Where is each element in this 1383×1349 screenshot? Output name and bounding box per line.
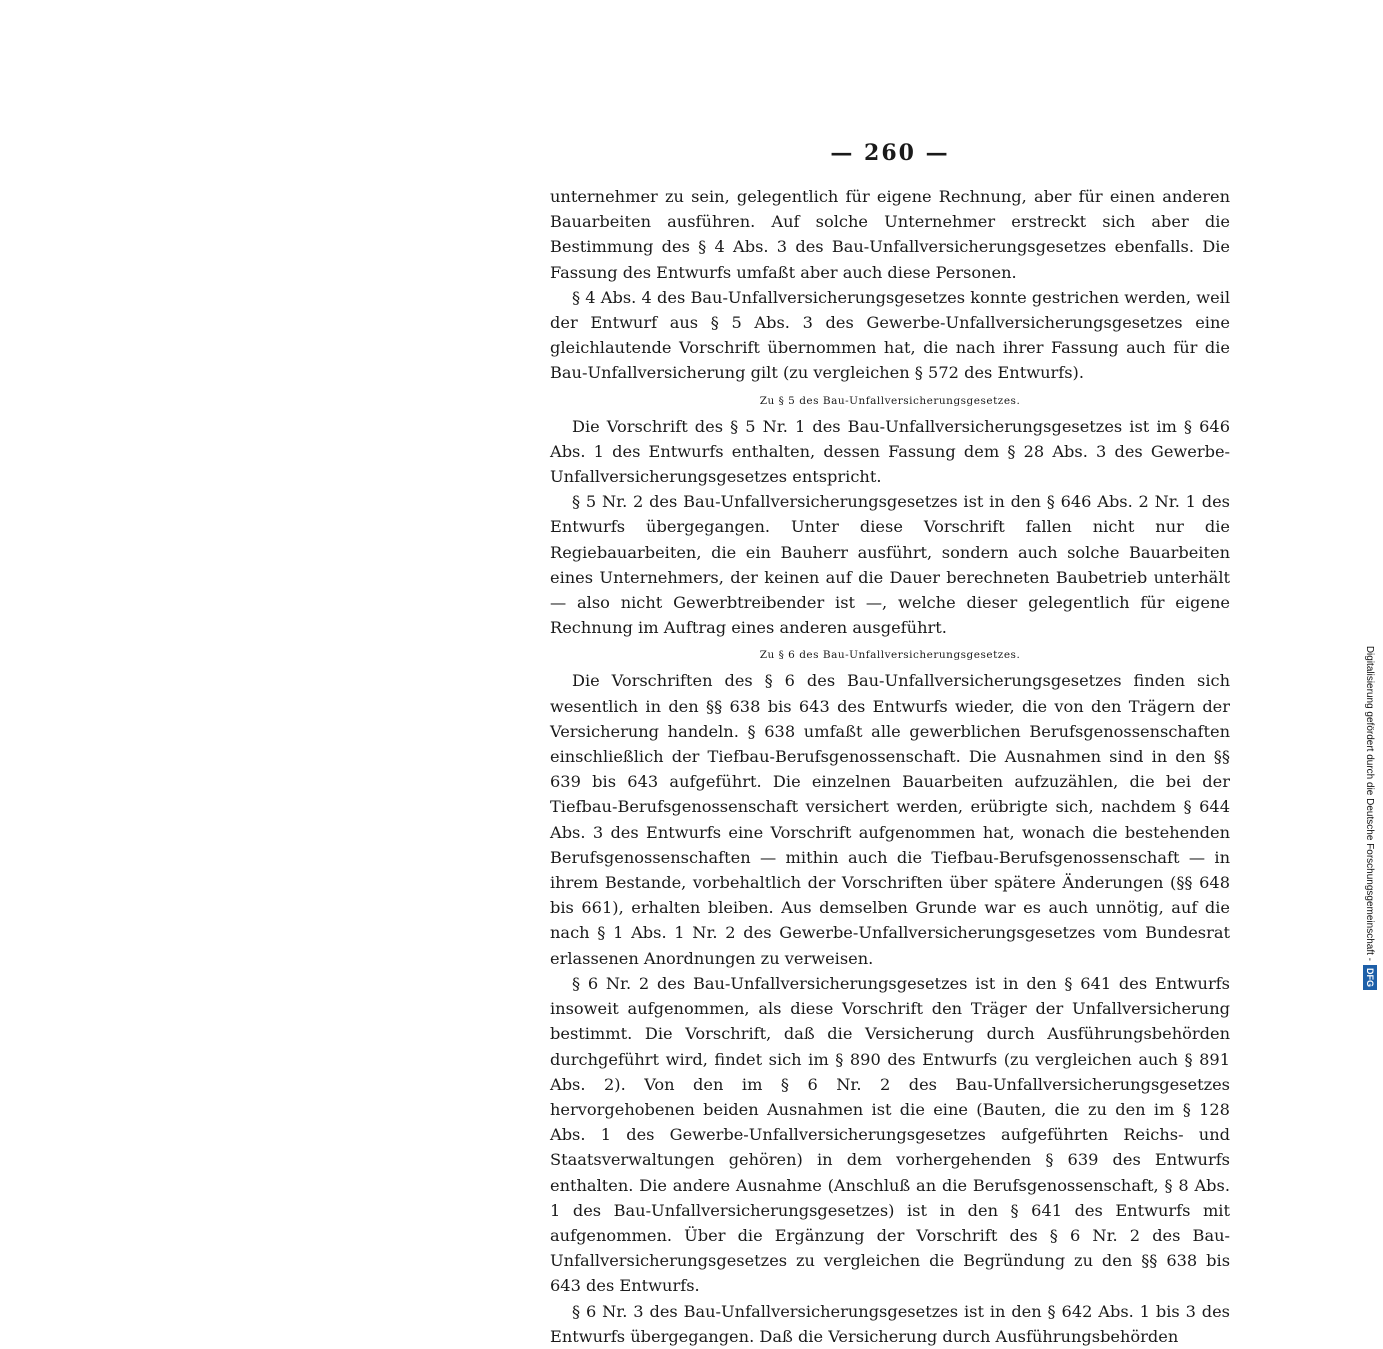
- page-number-header: — 260 —: [830, 140, 950, 166]
- section-heading: Zu § 5 des Bau-Unfallversicherungsgesetzes.: [759, 394, 1021, 407]
- paragraph: § 5 Nr. 2 des Bau-Unfallversicherungsgesetzes ist in den § 646 Abs. 2 Nr. 1 des Entwurfs übergegangen. Unter diese Vorschrift fallen nicht nur die Regiebauarbeiten, die ein Bauherr ausführt, sondern auch solche Bauarbeiten eines Unternehmers, der keinen auf die Dauer berechneten Baubetrieb unterhält — also nicht Gewerbtreibender ist —, welche dieser gelegentlich für eigene Rechnung im Auftrag eines anderen ausgeführt.: [550, 492, 1230, 638]
- paragraph-continuation: unternehmer zu sein, gelegentlich für eigene Rechnung, aber für einen anderen Bauarbeiten ausführen. Auf solche Unternehmer erstreckt sich aber die Bestimmung des § 4 Abs. 3 des Bau-Unfallversicherungsgesetzes ebenfalls. Die Fassung des Entwurfs umfaßt aber auch diese Personen.: [550, 187, 1230, 282]
- dfg-logo: DFG: [1363, 965, 1377, 990]
- attribution-text: Digitalisierung gefördert durch die Deutsche Forschungsgemeinschaft -: [1364, 645, 1375, 961]
- page-content: [550, 140, 1230, 1346]
- paragraph: § 6 Nr. 2 des Bau-Unfallversicherungsgesetzes ist in den § 641 des Entwurfs insoweit aufgenommen, als diese Vorschrift den Träger der Unfallversicherung bestimmt. Die Vorschrift, daß die Versicherung durch Ausführungsbehörden durchgeführt wird, findet sich im § 890 des Entwurfs (zu vergleichen auch § 891 Abs. 2). Von den im § 6 Nr. 2 des Bau-Unfallversicherungsgesetzes hervorgehobenen beiden Ausnahmen ist die eine (Bauten, die zu den im § 128 Abs. 1 des Gewerbe-Unfallversicherungsgesetzes aufgeführten Reichs- und Staatsverwaltungen gehören) in dem vorhergehenden § 639 des Entwurfs enthalten. Die andere Ausnahme (Anschluß an die Berufsgenossenschaft, § 8 Abs. 1 des Bau-Unfallversicherungsgesetzes) ist in den § 641 des Entwurfs mit aufgenommen. Über die Ergänzung der Vorschrift des § 6 Nr. 2 des Bau-Unfallversicherungsgesetzes zu vergleichen die Begründung zu den §§ 638 bis 643 des Entwurfs.: [550, 973, 1230, 1296]
- funding-attribution: [1358, 10, 1380, 990]
- section-heading: Zu § 6 des Bau-Unfallversicherungsgesetzes.: [759, 649, 1021, 662]
- paragraph: Die Vorschriften des § 6 des Bau-Unfallversicherungsgesetzes finden sich wesentlich in den §§ 638 bis 643 des Entwurfs wieder, die von den Trägern der Versicherung handeln. § 638 umfaßt alle gewerblichen Berufsgenossenschaften einschließlich der Tiefbau-Berufsgenossenschaft. Die Ausnahmen sind in den §§ 639 bis 643 aufgeführt. Die einzelnen Bauarbeiten aufzuzählen, die bei der Tiefbau-Berufsgenossenschaft versichert werden, erübrigte sich, nachdem § 644 Abs. 3 des Entwurfs eine Vorschrift aufgenommen hat, wonach die bestehenden Berufsgenossenschaften — mithin auch die Tiefbau-Berufsgenossenschaft — in ihrem Bestande, vorbehaltlich der Vorschriften über spätere Änderungen (§§ 648 bis 661), erhalten bleiben. Aus demselben Grunde war es auch unnötig, auf die nach § 1 Abs. 1 Nr. 2 des Gewerbe-Unfallversicherungsgesetzes vom Bundesrat erlassenen Anordnungen zu verweisen.: [550, 671, 1230, 968]
- paragraph: Die Vorschrift des § 5 Nr. 1 des Bau-Unfallversicherungsgesetzes ist im § 646 Abs. 1 des Entwurfs enthalten, dessen Fassung dem § 28 Abs. 3 des Gewerbe-Unfallversicherungsgesetzes entspricht.: [550, 416, 1230, 487]
- rotated-document-page: [550, 140, 1230, 1346]
- document-body: [550, 184, 1230, 1349]
- attribution-line: [1358, 10, 1380, 990]
- paragraph: § 6 Nr. 3 des Bau-Unfallversicherungsgesetzes ist in den § 642 Abs. 1 bis 3 des Entwurfs übergegangen. Daß die Versicherung durch Ausführungsbehörden: [550, 1301, 1230, 1346]
- paragraph: § 4 Abs. 4 des Bau-Unfallversicherungsgesetzes konnte gestrichen werden, weil der Entwurf aus § 5 Abs. 3 des Gewerbe-Unfallversicherungsgesetzes eine gleichlautende Vorschrift übernommen hat, die nach ihrer Fassung auch für die Bau-Unfallversicherung gilt (zu vergleichen § 572 des Entwurfs).: [550, 287, 1230, 383]
